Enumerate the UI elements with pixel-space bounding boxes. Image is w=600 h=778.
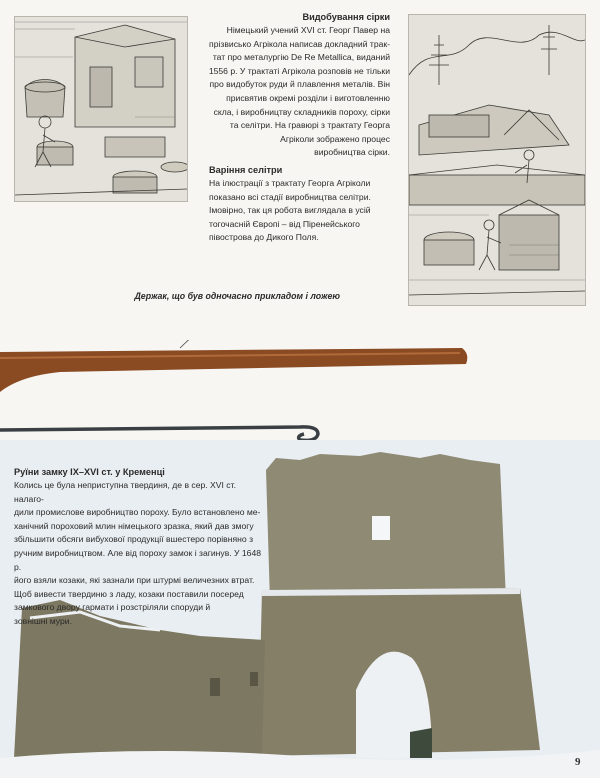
ruins-line: збільшити обсяги вибухової продукції вшестеро порівняно з xyxy=(14,534,254,545)
sulfur-line: та селітри. На гравюрі з трактату Георга xyxy=(229,120,390,131)
sulfur-line: тат про металургію De Re Metallica, виданий xyxy=(212,52,390,63)
ruins-line: Щоб вивести твердиню з ладу, козаки поставили посеред xyxy=(14,588,244,599)
tower-window xyxy=(372,516,390,540)
ruins-article xyxy=(14,467,266,629)
sulfur-line: Німецький учений XVI ст. Георг Павер на xyxy=(226,25,390,35)
sulfur-line: Агріколи зображено процес xyxy=(280,133,390,144)
sulfur-line: прізвисько Агрікола написав докладний трак- xyxy=(209,38,390,49)
sulfur-engraving xyxy=(14,16,188,202)
saltpeter-body xyxy=(209,177,384,245)
caption-leader-line xyxy=(180,340,222,348)
sulfur-body xyxy=(198,24,390,160)
ruins-line: його взяли козаки, які зазнали при штурмі величезних втрат. xyxy=(14,575,255,586)
saltpeter-heading: Варіння селітри xyxy=(209,165,283,175)
ruins-body xyxy=(14,479,266,629)
saltpeter-line: Імовірно, так ця робота виглядала в усій xyxy=(209,205,371,216)
ruins-line: замкового двору гармати і розстріляли споруди й xyxy=(14,602,211,613)
iron-barrel xyxy=(0,427,318,441)
page-number: 9 xyxy=(575,756,581,768)
sulfur-line: 1556 р. У трактаті Агрікола розповів не тільки xyxy=(208,65,390,76)
saltpeter-engraving-art xyxy=(409,15,585,305)
saltpeter-engraving xyxy=(408,14,586,306)
saltpeter-line: півострова до Дикого Поля. xyxy=(209,232,319,243)
ruins-line: Колись це була неприступна твердиня, де в сер. XVI ст. налаго- xyxy=(14,480,236,504)
ruins-heading: Руїни замку IX–XVI ст. у Кременці xyxy=(14,467,165,477)
ruins-line: дили промислове виробництво пороху. Було встановлено ме- xyxy=(14,507,261,518)
ruins-line: ручним виробництвом. Але від пороху замок і загинув. У 1648 р. xyxy=(14,547,262,572)
sulfur-line: виробництва сірки. xyxy=(314,147,390,158)
saltpeter-article xyxy=(209,165,384,245)
sulfur-line: про видобуток руди й плавлення металів. Він xyxy=(209,79,390,90)
ruins-line: ханічний пороховий млин німецького зразка, який дав змогу xyxy=(14,520,254,531)
ruins-line: зовнішні мури. xyxy=(14,615,72,626)
saltpeter-line: На ілюстрації з трактату Георга Агріколи xyxy=(209,178,371,188)
sulfur-heading: Видобування сірки xyxy=(302,12,390,22)
sulfur-engraving-art xyxy=(15,17,187,201)
sulfur-line: присвятив окремі розділи і виготовленню xyxy=(226,92,390,103)
saltpeter-line: тогочасній Європі – від Піренейського xyxy=(209,218,360,229)
sulfur-line: скла, і виробництву складників пороху, сірки xyxy=(213,106,390,117)
weapon-stock-photo xyxy=(0,340,600,450)
stock-caption: Держак, що був одночасно прикладом і ложею xyxy=(134,291,340,301)
saltpeter-line: показано всі стадії виробництва селітри. xyxy=(209,191,371,202)
sulfur-article xyxy=(198,12,390,160)
